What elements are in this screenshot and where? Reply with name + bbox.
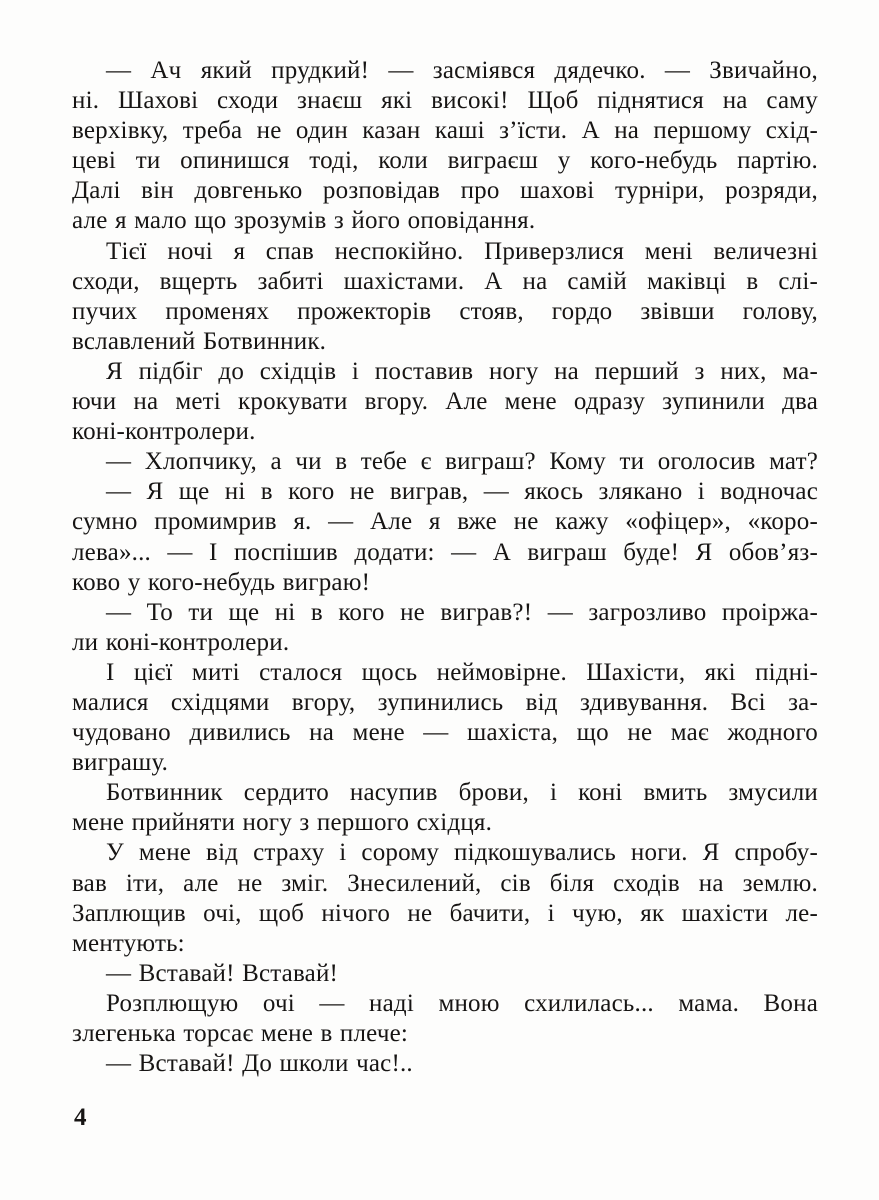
- text-line: Далі він довгенько розповідав про шахові турніри, розряди,: [72, 177, 818, 205]
- text-line: Ботвинник сердито насупив брови, і коні вмить змусили: [106, 779, 818, 807]
- text-line: Я підбіг до східців і поставив ногу на перший з них, ма-: [106, 357, 818, 385]
- text-line: І цієї миті сталося щось неймовірне. Шахісти, які підні-: [106, 658, 818, 686]
- text-line: мене прийняти ногу з першого східця.: [72, 809, 493, 837]
- text-line: пучих променях прожекторів стояв, гордо звівши голову,: [72, 297, 818, 325]
- text-line: Розплющую очі — наді мною схилилась... мама. Вона: [106, 989, 818, 1017]
- text-line: лева»... — І поспішив додати: — А виграш буде! Я обов’яз-: [72, 538, 818, 566]
- page-number: 4: [74, 1104, 87, 1131]
- text-line: ні. Шахові сходи знаєш які високі! Щоб піднятися на саму: [72, 87, 818, 115]
- text-line: цеві ти опинишся тоді, коли виграєш у кого-небудь партію.: [72, 147, 818, 175]
- text-line: У мене від страху і сорому підкошувались ноги. Я спробу-: [106, 839, 818, 867]
- text-line: ли коні-контролери.: [72, 628, 290, 656]
- text-line: сходи, вщерть забиті шахістами. А на самій маківці в слі-: [72, 267, 818, 295]
- text-line: малися східцями вгору, зупинились від здивування. Всі за-: [72, 688, 818, 716]
- text-line: верхівку, треба не один казан каші з’їсти. А на першому схід-: [72, 117, 818, 145]
- text-line: виграшу.: [72, 749, 169, 777]
- text-line: вславлений Ботвинник.: [72, 327, 327, 355]
- text-line: — Вставай! До школи час!..: [106, 1050, 413, 1078]
- text-line: — Хлопчику, а чи в тебе є виграш? Кому ти оголосив мат?: [106, 448, 818, 476]
- text-line: — То ти ще ні в кого не виграв?! — загрозливо проіржа-: [106, 598, 818, 626]
- text-line: сумно промимрив я. — Але я вже не кажу «офіцер», «коро-: [72, 508, 818, 536]
- text-line: — Я ще ні в кого не виграв, — якось злякано і водночас: [106, 478, 818, 506]
- page-text: [72, 56, 818, 1079]
- text-line: ментують:: [72, 929, 185, 957]
- text-line: Заплющив очі, щоб нічого не бачити, і чую, як шахісти ле-: [72, 899, 818, 927]
- text-line: ючи на меті крокувати вгору. Але мене одразу зупинили два: [72, 388, 818, 416]
- text-line: — Вставай! Вставай!: [106, 959, 339, 987]
- text-line: коні-контролери.: [72, 418, 256, 446]
- text-line: вав іти, але не зміг. Знесилений, сів біля сходів на землю.: [72, 869, 818, 897]
- text-line: — Ач який прудкий! — засміявся дядечко. — Звичайно,: [106, 57, 818, 84]
- text-line: але я мало що зрозумів з його оповідання.: [72, 207, 536, 235]
- text-line: Тієї ночі я спав неспокійно. Приверзлися мені величезні: [106, 237, 818, 265]
- text-line: злегенька торсає мене в плече:: [72, 1020, 409, 1047]
- text-line: ково у кого-небудь виграю!: [72, 568, 371, 596]
- text-line: чудовано дивились на мене — шахіста, що не має жодного: [72, 719, 818, 747]
